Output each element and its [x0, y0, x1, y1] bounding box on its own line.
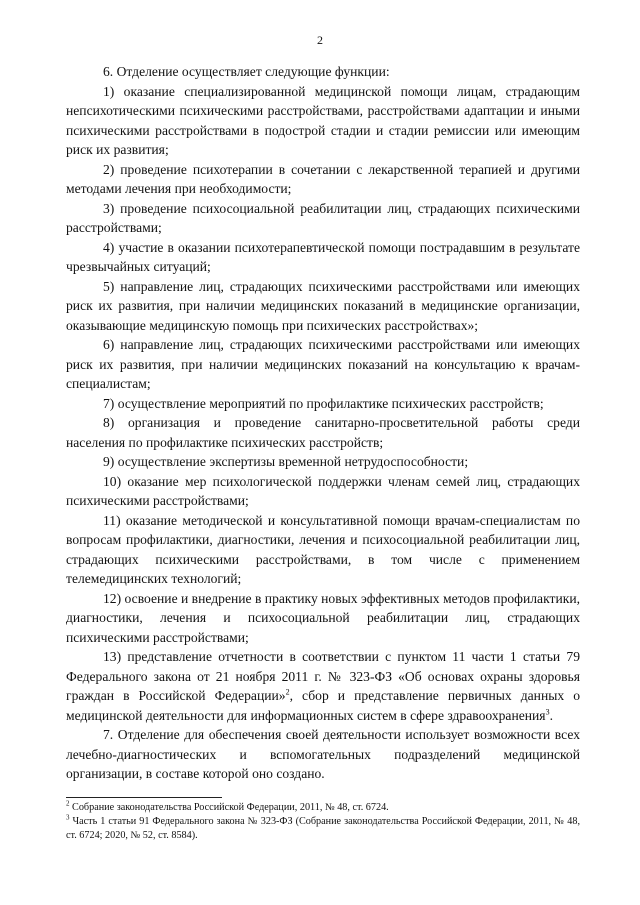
item-13-text-part2: , сбор и представление первичных данных о медицинской деятельности для информационных систем в сфере здравоохранения [66, 688, 581, 723]
function-item-8: 8) организация и проведение санитарно-просветительной работы среди населения по профилактике психических расстройств; [66, 415, 580, 450]
function-item-3: 3) проведение психосоциальной реабилитации лиц, страдающих психическими расстройствами; [66, 200, 580, 235]
footnote-2-text: Собрание законодательства Российской Федерации, 2011, № 48, ст. 6724. [69, 802, 389, 813]
footnote-ref-2: 2 [285, 687, 290, 697]
item-13-text-part3: . [549, 707, 553, 723]
function-item-7: 7) осуществление мероприятий по профилактике психических расстройств; [103, 395, 544, 411]
footnote-2 [66, 801, 580, 815]
function-item-2: 2) проведение психотерапии в сочетании с лекарственной терапией и другими методами лечения при необходимости; [66, 161, 580, 196]
document-body [66, 62, 580, 784]
function-item-5: 5) направление лиц, страдающих психическими расстройствами или имеющих риск их развития, при наличии медицинских показаний в медицинские организации, оказывающие медицинскую помощь при психических расстройствах»; [66, 278, 580, 333]
footnotes [66, 801, 580, 843]
footnote-3 [66, 815, 580, 843]
section-6-heading: 6. Отделение осуществляет следующие функции: [103, 64, 390, 79]
function-item-9: 9) осуществление экспертизы временной нетрудоспособности; [103, 454, 469, 469]
footnote-separator [66, 797, 222, 798]
function-item-10: 10) оказание мер психологической поддержки членам семей лиц, страдающих психическими расстройствами; [66, 473, 580, 508]
function-item-12: 12) освоение и внедрение в практику новых эффективных методов профилактики, диагностики, лечения и психосоциальной реабилитации лиц, страдающих психическими расстройствами; [66, 590, 580, 645]
footnote-3-text: Часть 1 статьи 91 Федерального закона № 323-ФЗ (Собрание законодательства Российской Федерации, 2011, № 48, ст. 6724; 2020, № 52, ст. 8584). [66, 816, 580, 841]
item-13-text-part1: 13) представление отчетности в соответствии с пунктом 11 части 1 статьи 79 Федерального закона от 21 ноября 2011 г. № 323-ФЗ «Об основах охраны здоровья граждан в Российской Федерации» [66, 649, 580, 703]
function-item-11: 11) оказание методической и консультативной помощи врачам-специалистам по вопросам профилактики, диагностики, лечения и психосоциальной реабилитации лиц, страдающих психическими расстройствами, в том числе с применением телемедицинских технологий; [66, 512, 580, 586]
page-number: 2 [317, 33, 323, 47]
function-item-13 [66, 647, 580, 725]
footnote-ref-3: 3 [545, 706, 550, 716]
function-item-1: 1) оказание специализированной медицинской помощи лицам, страдающим непсихотическими психическими расстройствами, расстройствами адаптации и иными психическими расстройствами в подострой стадии и стадии ремиссии или имеющим риск их развития; [66, 83, 580, 157]
function-item-6: 6) направление лиц, страдающих психическими расстройствами или имеющих риск их развития, при наличии медицинских показаний на консультацию к врачам-специалистам; [66, 337, 580, 391]
footnote-mark-3: 3 [66, 813, 70, 822]
footnote-mark-2: 2 [66, 799, 70, 808]
function-item-4: 4) участие в оказании психотерапевтической помощи пострадавшим в результате чрезвычайных ситуаций; [66, 239, 580, 274]
section-7-paragraph: 7. Отделение для обеспечения своей деятельности использует возможности всех лечебно-диагностических и вспомогательных подразделений медицинской организации, в составе которой оно создано. [66, 727, 580, 781]
